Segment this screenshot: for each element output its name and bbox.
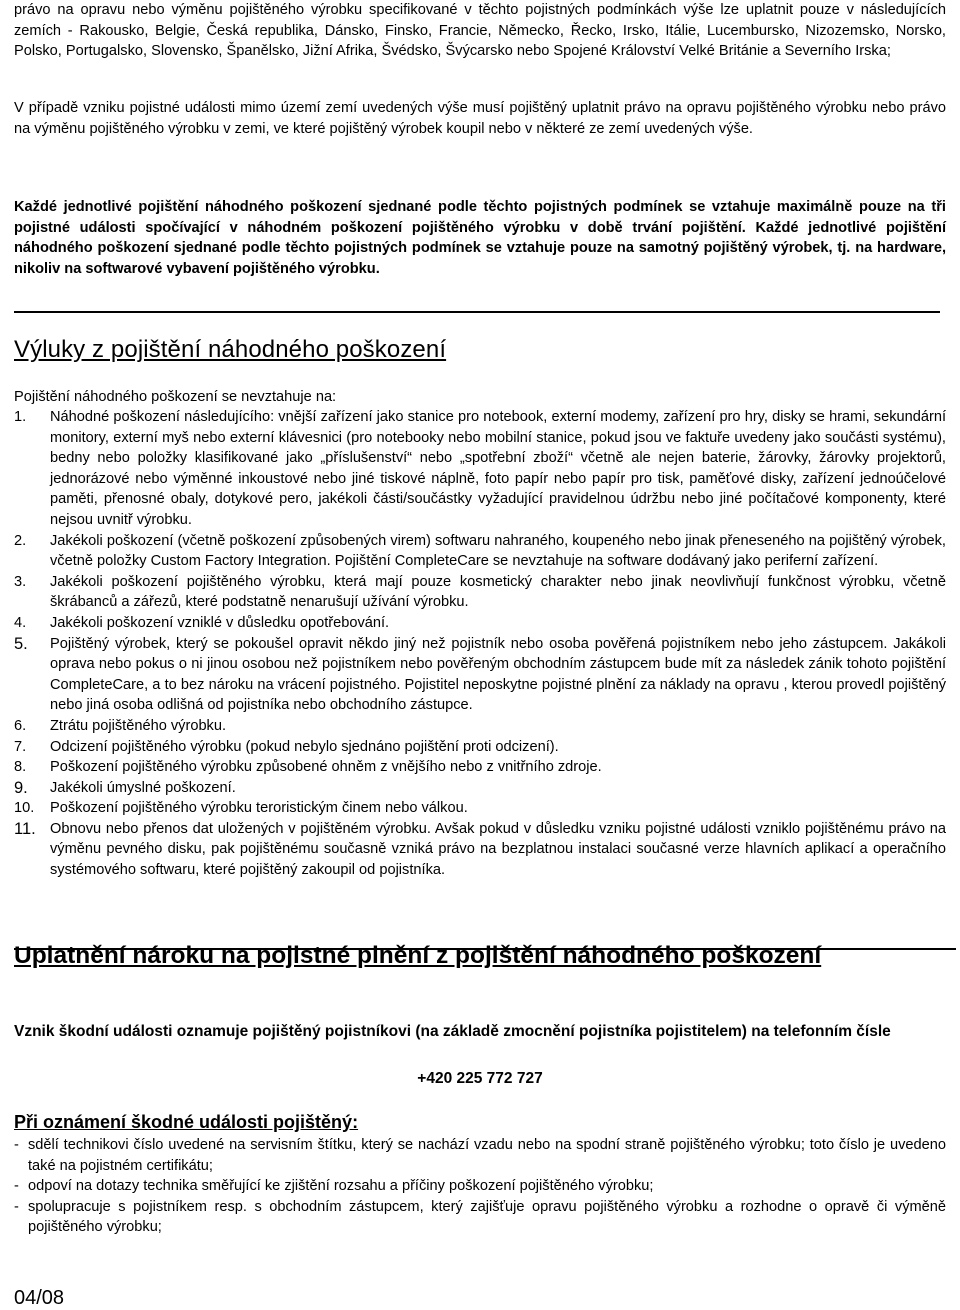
list-item-text: odpoví na dotazy technika směřující ke zjištění rozsahu a příčiny poškození pojištěného výrobku;: [28, 1178, 654, 1195]
list-item-dash: -: [14, 1137, 19, 1153]
paragraph-coverage-limit: Každé jednotlivé pojištění náhodného poškození sjednané podle těchto pojistných podmínek se vztahuje maximálně pouze na tři pojistné události spočívající v náhodném poškození pojištěného výrobku v době trvání pojištění. Každé jednotlivé pojištění náhodného poškození sjednané podle těchto pojistných podmínek se vztahuje pouze na samotný pojištěný výrobek, tj. na hardware, nikoliv na softwarové vybavení pojištěného výrobku.: [14, 199, 946, 277]
list-item-text: Poškození pojištěného výrobku způsobené ohněm z vnějšího nebo z vnitřního zdroje.: [50, 759, 602, 776]
list-item: [14, 572, 946, 613]
paragraph-countries: právo na opravu nebo výměnu pojištěného výrobku specifikované v těchto pojistných podmínkách výše lze uplatnit pouze v následujících zemích - Rakousko, Belgie, Česká republika, Dánsko, Finsko, Francie, Německo, Řecko, Irsko, Itálie, Lucembursko, Nizozemsko, Norsko, Polsko, Portugalsko, Slovensko, Španělsko, Jižní Afrika, Švédsko, Švýcarsko nebo Spojené Království Velké Británie a Severního Irska;: [14, 2, 946, 60]
list-item-number: 2.: [14, 532, 27, 549]
report-heading: Při oznámení škodné události pojištěný:: [14, 1112, 359, 1132]
phone-number: +420 225 772 727: [417, 1070, 543, 1087]
list-item-number: 4.: [14, 614, 27, 631]
report-list: [14, 1135, 946, 1238]
list-item-text: spolupracuje s pojistníkem resp. s obchodním zástupcem, který zajišťuje opravu pojištěného výrobku a rozhodne o opravě či výměně pojištěného výrobku;: [28, 1198, 946, 1236]
list-item-number: 8.: [14, 759, 27, 776]
exclusions-heading: Výluky z pojištění náhodného poškození: [14, 336, 447, 363]
list-item-number: 6.: [14, 717, 27, 734]
list-item-text: sdělí technikovi číslo uvedené na servisním štítku, který se nachází vzadu nebo na spodní straně pojištěného výrobku; toto číslo je uvedeno také na pojistném certifikátu;: [28, 1137, 946, 1174]
exclusions-list: [14, 407, 946, 881]
list-item-number: 5.: [14, 634, 28, 653]
list-item-text: Ztrátu pojištěného výrobku.: [50, 717, 227, 734]
exclusions-intro: Pojištění náhodného poškození se nevztahuje na:: [14, 389, 337, 405]
list-item-dash: -: [14, 1198, 19, 1215]
list-item: [14, 757, 946, 778]
section-divider: [14, 311, 940, 313]
page-number: 04/08: [14, 1287, 65, 1309]
list-item-text: Jakékoli poškození pojištěného výrobku, která mají pouze kosmetický charakter nebo jinak neovlivňují funkčnost výrobku, včetně škrábanců a zářezů, které podstatně nenarušují užívání výrobku.: [50, 573, 946, 611]
list-item-text: Jakékoli úmyslné poškození.: [50, 779, 236, 796]
list-item-dash: -: [14, 1178, 19, 1195]
list-item-text: Náhodné poškození následujícího: vnější zařízení jako stanice pro notebook, externí modemy, zařízení pro hry, disky se hrami, sekundární monitory, externí myš nebo externí klávesnici (pro notebooky nebo mobilní stanice, pokud jsou ve faktuře uvedeny jako součásti systému), bedny nebo položky klasifikované jako „příslušenství“ nebo „spotřební zboží“ včetně ale nejen baterie, žárovky, žárovky projektorů, jednorázové nebo výměnné inkoustové nebo jiné tiskové náplně, foto papír nebo papír pro tisk, paměťové disky, zařízení jednoúčelové paměti, přenosné obaly, dotykové pero, jakékoli části/součástky vyžadující pravidelnou údržbu nebo jiné počítačové komponenty, které nejsou uvnitř výrobku.: [50, 409, 946, 528]
list-item-text: Jakékoli poškození vzniklé v důsledku opotřebování.: [50, 614, 390, 631]
claims-heading: Uplatnění nároku na pojistné plnění z pojištění náhodného poškození: [14, 942, 822, 969]
list-item: [14, 716, 946, 737]
list-item-text: Poškození pojištěného výrobku teroristickým činem nebo válkou.: [50, 800, 468, 817]
list-item-text: Jakékoli poškození (včetně poškození způsobených virem) softwaru nahraného, koupeného nebo jinak přeneseného na pojištěný výrobek, včetně položky Custom Factory Integration. Pojištění CompleteCare se nevztahuje na software dodávaný jako periferní zařízení.: [50, 532, 946, 570]
list-item: [14, 778, 946, 799]
list-item-number: 11.: [14, 819, 36, 838]
list-item: [14, 798, 946, 819]
list-item-number: 1.: [14, 409, 27, 425]
list-item-text: Obnovu nebo přenos dat uložených v pojištěném výrobku. Avšak pokud v důsledku vzniku pojistné události vzniklo pojištěnému právo na výměnu pevného disku, pak pojištěnému současně vzniká právo na bezplatnou instalaci současné verze hlavních aplikací a operačního systémového softwaru, které pojištěný zakoupil od pojistníka.: [50, 820, 946, 879]
paragraph-outside-territory: V případě vzniku pojistné události mimo území zemí uvedených výše musí pojištěný uplatnit právo na opravu pojištěného výrobku nebo právo na výměnu pojištěného výrobku v zemi, ve které pojištěný výrobek koupil nebo v některé ze zemí uvedených výše.: [14, 100, 946, 137]
list-item: [14, 613, 946, 634]
list-item: [14, 737, 946, 758]
list-item-number: 10.: [14, 800, 35, 817]
list-item: [14, 1176, 946, 1197]
list-item: [14, 1135, 946, 1176]
list-item: [14, 819, 946, 881]
list-item: [14, 1197, 946, 1238]
list-item-text: Odcizení pojištěného výrobku (pokud nebylo sjednáno pojištění proti odcizení).: [50, 738, 559, 755]
list-item-number: 9.: [14, 778, 28, 797]
list-item: [14, 531, 946, 572]
list-item-number: 3.: [14, 573, 27, 590]
list-item-number: 7.: [14, 738, 27, 755]
list-item: [14, 634, 946, 716]
claims-subheading: Vznik škodní události oznamuje pojištěný pojistníkovi (na základě zmocnění pojistníka pojistitelem) na telefonním čísle: [14, 1022, 891, 1040]
list-item: [14, 407, 946, 531]
list-item-text: Pojištěný výrobek, který se pokoušel opravit někdo jiný než pojistník nebo osoba pověřená pojistníkem nebo jeho zástupcem. Jakákoli oprava nebo pokus o ni jinou osobou než pojistníkem nebo pověřeným obchodním zástupcem bude mít za následek zánik tohoto pojištění CompleteCare, a to bez nároku na vrácení pojistného. Pojistitel neposkytne pojistné plnění za náklady na opravu , kterou provedl pojištěný nebo jiná osoba odlišná od pojistníka nebo obchodního zástupce.: [50, 635, 946, 714]
